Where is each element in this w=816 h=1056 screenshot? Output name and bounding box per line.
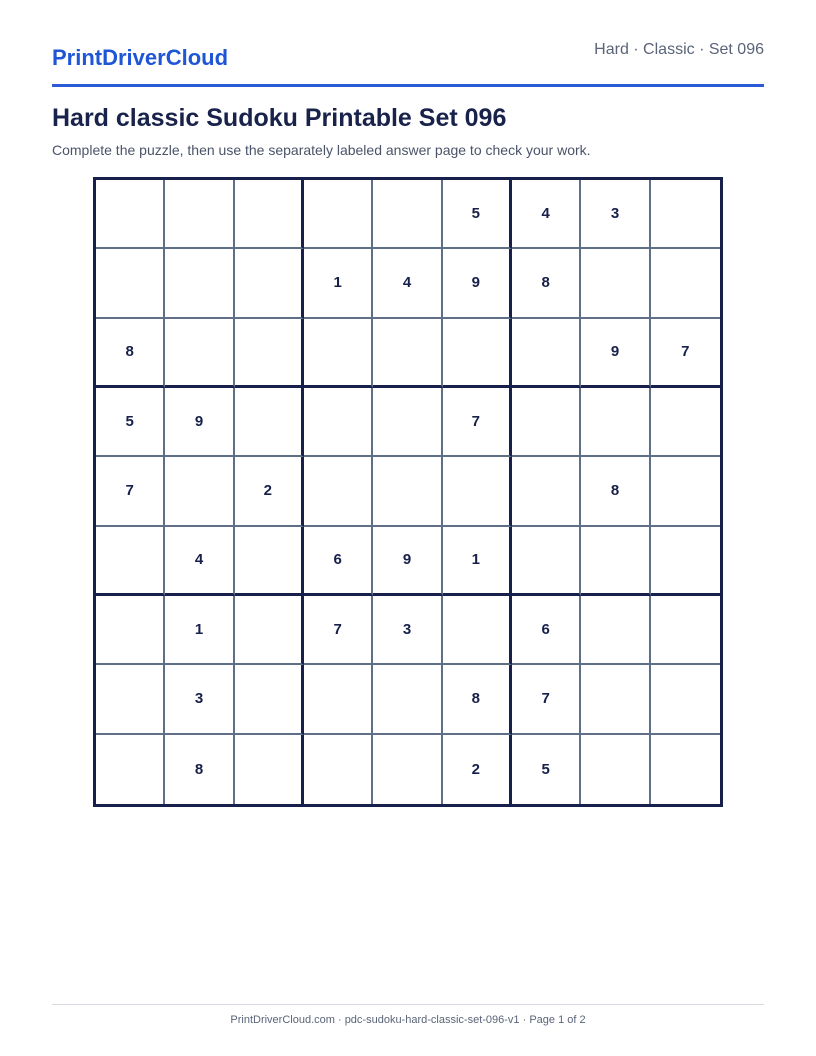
sudoku-cell[interactable]: 8 (581, 457, 650, 526)
sudoku-cell[interactable] (512, 319, 581, 388)
sudoku-cell[interactable]: 4 (165, 527, 234, 596)
sudoku-cell[interactable] (651, 457, 720, 526)
sudoku-cell[interactable]: 5 (443, 180, 512, 249)
sudoku-cell[interactable] (235, 665, 304, 734)
sudoku-cell[interactable] (651, 388, 720, 457)
sudoku-cell[interactable] (235, 180, 304, 249)
sudoku-cell[interactable] (235, 735, 304, 804)
sudoku-cell[interactable]: 4 (512, 180, 581, 249)
sudoku-cell[interactable]: 9 (581, 319, 650, 388)
sudoku-cell[interactable]: 1 (443, 527, 512, 596)
sudoku-cell[interactable] (373, 388, 442, 457)
puzzle-meta: Hard · Classic · Set 096 (594, 41, 764, 58)
sudoku-cell[interactable]: 7 (443, 388, 512, 457)
sudoku-cell[interactable] (651, 665, 720, 734)
sudoku-cell[interactable] (96, 527, 165, 596)
brand-logo: PrintDriverCloud (52, 45, 229, 70)
sudoku-cell[interactable] (651, 249, 720, 318)
sudoku-cell[interactable] (581, 249, 650, 318)
sudoku-cell[interactable]: 7 (651, 319, 720, 388)
sudoku-cell[interactable] (443, 457, 512, 526)
sudoku-cell[interactable]: 3 (165, 665, 234, 734)
sudoku-cell[interactable] (96, 249, 165, 318)
sudoku-cell[interactable] (581, 735, 650, 804)
sudoku-cell[interactable] (512, 457, 581, 526)
page-footer: PrintDriverCloud.com · pdc-sudoku-hard-classic-set-096-v1 · Page 1 of 2 (230, 1014, 586, 1026)
sudoku-cell[interactable] (581, 388, 650, 457)
sudoku-cell[interactable] (373, 665, 442, 734)
sudoku-cell[interactable] (443, 319, 512, 388)
sudoku-grid (93, 177, 723, 807)
sudoku-cell[interactable] (651, 596, 720, 665)
sudoku-cell[interactable] (373, 319, 442, 388)
sudoku-cell[interactable]: 9 (165, 388, 234, 457)
sudoku-cell[interactable] (165, 319, 234, 388)
sudoku-cell[interactable]: 7 (304, 596, 373, 665)
sudoku-cell[interactable] (304, 388, 373, 457)
sudoku-cell[interactable]: 7 (96, 457, 165, 526)
sudoku-cell[interactable]: 8 (443, 665, 512, 734)
sudoku-cell[interactable]: 9 (443, 249, 512, 318)
sudoku-cell[interactable] (165, 249, 234, 318)
sudoku-cell[interactable] (304, 735, 373, 804)
sudoku-cell[interactable]: 8 (96, 319, 165, 388)
sudoku-cell[interactable]: 1 (304, 249, 373, 318)
sudoku-cell[interactable] (235, 249, 304, 318)
sudoku-cell[interactable] (581, 665, 650, 734)
sudoku-cell[interactable] (165, 180, 234, 249)
sudoku-cell[interactable]: 8 (165, 735, 234, 804)
sudoku-cell[interactable]: 3 (373, 596, 442, 665)
sudoku-cell[interactable] (96, 665, 165, 734)
sudoku-cell[interactable] (304, 665, 373, 734)
sudoku-cell[interactable]: 2 (235, 457, 304, 526)
sudoku-cell[interactable] (651, 735, 720, 804)
sudoku-cell[interactable] (651, 180, 720, 249)
sudoku-cell[interactable] (373, 735, 442, 804)
sudoku-cell[interactable]: 9 (373, 527, 442, 596)
sudoku-cell[interactable] (373, 180, 442, 249)
sudoku-cell[interactable] (165, 457, 234, 526)
sudoku-cell[interactable]: 4 (373, 249, 442, 318)
sudoku-cell[interactable] (304, 457, 373, 526)
sudoku-cell[interactable]: 6 (512, 596, 581, 665)
sudoku-cell[interactable] (96, 180, 165, 249)
sudoku-cell[interactable] (235, 596, 304, 665)
page-header (52, 40, 764, 87)
sudoku-cell[interactable] (235, 388, 304, 457)
sudoku-cell[interactable]: 5 (96, 388, 165, 457)
sudoku-cell[interactable] (373, 457, 442, 526)
sudoku-cell[interactable] (512, 388, 581, 457)
sudoku-cell[interactable] (235, 319, 304, 388)
page-title: Hard classic Sudoku Printable Set 096 (52, 104, 507, 132)
sudoku-cell[interactable] (581, 527, 650, 596)
sudoku-cell[interactable] (96, 596, 165, 665)
sudoku-cell[interactable] (512, 527, 581, 596)
sudoku-cell[interactable]: 5 (512, 735, 581, 804)
sudoku-cell[interactable]: 7 (512, 665, 581, 734)
sudoku-cell[interactable]: 1 (165, 596, 234, 665)
page-subtitle: Complete the puzzle, then use the separately labeled answer page to check your work. (52, 142, 591, 158)
sudoku-cell[interactable] (304, 319, 373, 388)
sudoku-cell[interactable]: 2 (443, 735, 512, 804)
sudoku-cell[interactable]: 8 (512, 249, 581, 318)
sudoku-cell[interactable] (443, 596, 512, 665)
sudoku-cell[interactable] (235, 527, 304, 596)
sudoku-cell[interactable] (304, 180, 373, 249)
sudoku-cell[interactable] (651, 527, 720, 596)
sudoku-cell[interactable] (581, 596, 650, 665)
sudoku-cell[interactable]: 3 (581, 180, 650, 249)
sudoku-cell[interactable] (96, 735, 165, 804)
footer-divider (52, 1004, 764, 1005)
sudoku-cell[interactable]: 6 (304, 527, 373, 596)
